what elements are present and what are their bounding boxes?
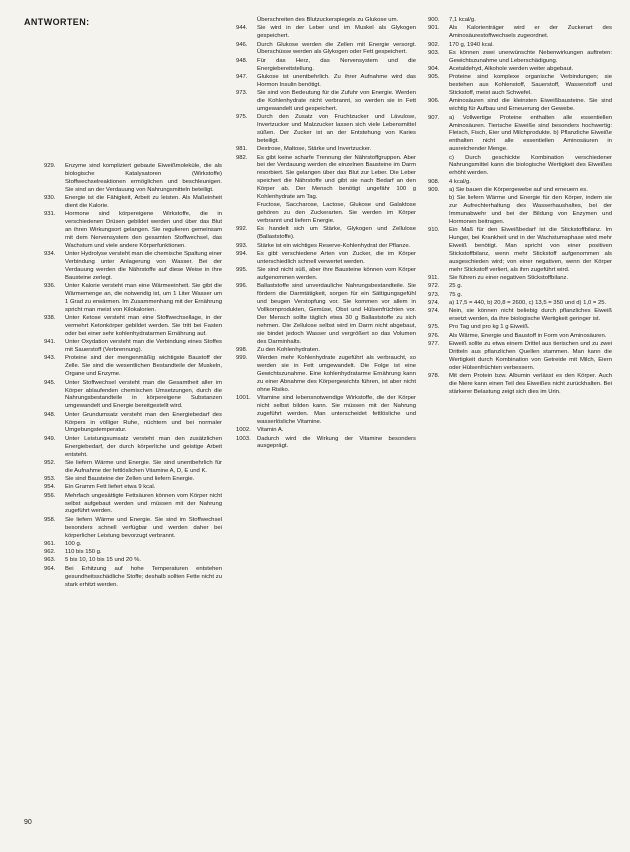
answer-entry (236, 202, 416, 226)
answer-entry (236, 243, 416, 251)
answer-text: Unter Stoffwechsel versteht man die Gesamtheit aller im Körper ablaufenden chemischen Umsetzungen, durch die Nahrungsbestandteile in körpereigene Substanzen umgewandelt und Energie bereitgestellt wird. (65, 379, 222, 410)
answer-text: c) Durch geschickte Kombination verschiedener Nahrungsmittel kann die biologische Wertigkeit des Eiweißes erhöht werden. (449, 154, 612, 177)
answer-entry (44, 339, 222, 355)
answer-text: Mit dem Protein bzw. Albumin verlässt es den Körper. Auch die Niere kann einen Teil des Eiweißes nicht zurückhalten. Bei stärkerer Belastung zeigt sich dies im Urin. (449, 373, 612, 395)
page-number: 90 (24, 819, 32, 826)
answer-number: 994. (236, 250, 248, 257)
answer-entry (428, 195, 612, 227)
answer-number: 1002. (236, 427, 251, 434)
answer-number: 945. (44, 379, 56, 386)
answer-number: 974. (428, 308, 440, 315)
answer-entry (236, 267, 416, 283)
answer-text: b) Sie liefern Wärme und Energie für den Körper, indem sie zur Aufrechterhaltung des Wasserhaushaltes, bei der Immunabwehr und bei der Bildung von Enzymen und Hormonen beitragen. (449, 195, 612, 225)
answer-number: 903. (428, 49, 440, 56)
answer-entry (44, 315, 222, 339)
answer-entry (44, 541, 222, 549)
answer-number: 963. (44, 557, 56, 564)
answer-text: Für das Herz, das Nervensystem und die Energiebereitstellung. (257, 57, 416, 72)
answer-text: Dadurch wird die Wirkung der Vitamine besonders ausgeprägt. (257, 435, 416, 450)
answer-text: Es gibt keine scharfe Trennung der Nährstoffgruppen. Aber bei der Verdauung werden die einzelnen Bausteine im Darm resorbiert. Sie gelangen über das Blut zur Leber. Die Leber speichert die Nährstoffe und gibt sie nach Bedarf an den Körper ab. Der Mensch benötigt ungefähr 100 g Kohlenhydrate am Tag. (257, 154, 416, 201)
answer-entry (236, 251, 416, 267)
answer-number: 999. (236, 355, 248, 362)
answer-text: 5 bis 10, 10 bis 15 und 20 %. (65, 557, 141, 564)
answer-number: 977. (428, 341, 440, 348)
answer-entry (236, 283, 416, 346)
answers-column-2 (236, 17, 416, 452)
answer-entry (428, 324, 612, 332)
answer-entry (44, 549, 222, 557)
answer-text: 100 g. (65, 540, 82, 547)
answer-text: Überschreiten des Blutzuckerspiegels zu Glukose um. (257, 17, 399, 23)
answer-entry (428, 283, 612, 291)
answer-entry (236, 17, 416, 25)
answer-number: 938. (44, 315, 56, 322)
answer-entry (428, 50, 612, 66)
answer-text: Sie liefern Wärme und Energie. Sie sind unentbehrlich für die Aufnahme der fettlöslichen Vitamine A, D, E und K. (65, 459, 222, 474)
answer-entry (428, 333, 612, 341)
answer-number: 931. (44, 211, 56, 218)
answer-text: Es handelt sich um Stärke, Glykogen und Zellulose (Ballaststoffe). (257, 226, 416, 241)
answer-number: 946. (236, 41, 248, 48)
answer-number: 911. (428, 275, 440, 282)
answer-number: 908. (428, 178, 440, 185)
answer-number: 906. (428, 98, 440, 105)
answer-text: Unter Leistungsumsatz versteht man den zusätzlichen Energiebedarf, der durch körperliche und geistige Arbeit entsteht. (65, 435, 222, 458)
answer-entry (428, 227, 612, 274)
answer-number: 992. (236, 226, 248, 233)
answer-number: 993. (236, 242, 248, 249)
answer-number: 901. (428, 25, 440, 32)
answer-text: Dextrose, Maltose, Stärke und Invertzucker. (257, 146, 372, 153)
answer-text: Aminosäuren sind die kleinsten Eiweißbausteine. Sie sind wichtig für Aufbau und Erneuerung der Gewebe. (449, 98, 612, 113)
answer-text: Zu den Kohlenhydraten. (257, 347, 320, 354)
answer-entry (428, 98, 612, 114)
answer-entry (236, 226, 416, 242)
answer-number: 944. (236, 25, 248, 32)
answer-text: Sie liefern Wärme und Energie. Sie sind im Stoffwechsel besonders schnell verfügbar und werden daher bei körperlicher Leistung bevorzugt verbrannt. (65, 516, 222, 539)
answer-entry (428, 17, 612, 25)
answer-text: Unter Kalorie versteht man eine Wärmeeinheit. Sie gibt die Wärmemenge an, die notwendig ist, um 1 Liter Wasser um 1 Grad zu erwärmen. Im Zusammenhang mit der Ernährung spricht man meist von Kilokalorien. (65, 283, 222, 313)
answer-text: Es gibt verschiedene Arten von Zucker, die im Körper unterschiedlich schnell verwertet werden. (257, 250, 416, 265)
answer-number: 948. (44, 411, 56, 418)
answer-text: a) Sie bauen die Körpergewebe auf und erneuern es. (449, 186, 588, 193)
answer-number: 973. (428, 291, 440, 298)
answers-column-1 (44, 163, 222, 590)
answer-number: 996. (236, 283, 248, 290)
answer-number: 905. (428, 74, 440, 81)
answer-text: Durch Glukose werden die Zellen mit Energie versorgt. Überschüsse werden als Glykogen oder Fett gespeichert. (257, 41, 416, 56)
answer-entry (428, 74, 612, 98)
answer-text: 25 g. (449, 283, 463, 290)
answer-text: Stärke ist ein wichtiges Reserve-Kohlenhydrat der Pflanze. (257, 242, 411, 249)
answer-entry (428, 308, 612, 324)
answer-text: Ein Maß für den Eiweißbedarf ist die Stickstoffbilanz. Im Hunger, bei Krankheit und in der Wachstumsphase wird mehr Eiweiß benötigt. Man spricht von einer positiven Stickstoffbilanz, wenn mehr Stickstoff aufgenommen als ausgeschieden wird; von einer negativen, wenn der Körper mehr Stickstoff verliert, als ihm zugeführt wird. (449, 227, 612, 273)
answer-number: 956. (44, 492, 56, 499)
answer-entry (428, 292, 612, 300)
answer-text: Es können zwei unerwünschte Nebenwirkungen auftreten: Gewichtszunahme und Leberschädigung. (449, 49, 612, 64)
answer-number: 1003. (236, 435, 251, 442)
answer-text: 75 g. (449, 291, 463, 298)
answer-text: Nein, sie können nicht beliebig durch pflanzliches Eiweiß ersetzt werden, da ihre biologische Wertigkeit geringer ist. (449, 308, 612, 323)
answer-text: Pro Tag und pro kg 1 g Eiweiß. (449, 324, 530, 331)
answer-text: Bei Erhitzung auf hohe Temperaturen entstehen gesundheitsschädliche Stoffe; deshalb sollten Fette nicht zu stark erhitzt werden. (65, 565, 222, 588)
answer-text: Hormone sind körpereigene Wirkstoffe, die in verschiedenen Drüsen gebildet werden und über das Blut an ihren Wirkungsort gelangen. Sie regulieren gemeinsam mit dem Nervensystem den gesamten Stoffwechsel, das Wachstum und viele andere Körperfunktionen. (65, 211, 222, 249)
answer-number: 962. (44, 549, 56, 556)
answer-number: 909. (428, 186, 440, 193)
answer-entry (236, 155, 416, 202)
answer-text: Proteine sind der mengenmäßig wichtigste Baustoff der Zelle. Sie sind die wesentlichen Bestandteile der Muskeln, Organe und Enzyme. (65, 355, 222, 378)
answer-text: 110 bis 150 g. (65, 549, 102, 556)
answer-text: a) Vollwertige Proteine enthalten alle essentiellen Aminosäuren. Tierische Eiweiße sind besonders hochwertig: Fleisch, Fisch, Eier und Milchprodukte. b) Pflanzliche Eiweiße enthalten nicht alle essentiellen Aminosäuren in ausreichender Menge. (449, 114, 612, 153)
answer-number: 910. (428, 227, 440, 234)
answer-number: 952. (44, 459, 56, 466)
answer-entry (44, 251, 222, 283)
answer-entry (236, 427, 416, 435)
answer-number: 964. (44, 565, 56, 572)
answer-text: Unter Grundumsatz versteht man den Energiebedarf des Körpers in völliger Ruhe, nüchtern und bei normaler Umgebungstemperatur. (65, 411, 222, 434)
answer-entry (44, 484, 222, 492)
answer-number: 961. (44, 540, 56, 547)
answer-text: Proteine sind komplexe organische Verbindungen; sie bestehen aus Kohlenstoff, Sauerstoff, Wasserstoff und Stickstoff, meist auch Schwefel. (449, 74, 612, 97)
answer-entry (44, 557, 222, 565)
answer-text: 4 kcal/g. (449, 178, 471, 185)
answer-entry (236, 74, 416, 90)
answer-number: 974. (428, 299, 440, 306)
answer-text: Eiweiß sollte zu etwa einem Drittel aus tierischen und zu zwei Dritteln aus pflanzlichen Quellen stammen. Man kann die Wertigkeit durch Kombination von Getreide mit Milch, Eiern oder Hülsenfrüchten verbessern. (449, 341, 612, 371)
answer-number: 900. (428, 17, 440, 23)
answer-number: 995. (236, 267, 248, 274)
answer-number: 973. (236, 90, 248, 97)
answers-column-3 (428, 17, 612, 397)
answer-text: Acetaldehyd, Alkohole werden weiter abgebaut. (449, 66, 574, 72)
answer-entry (236, 58, 416, 74)
answer-number: 981. (236, 146, 248, 153)
answer-number: 998. (236, 347, 248, 354)
answer-entry (428, 155, 612, 179)
answer-text: Unter Ketose versteht man eine Stoffwechsellage, in der vermehrt Ketonkörper gebildet werden. Sie tritt bei Fasten oder bei einer sehr kohlenhydratarmen Ernährung auf. (65, 315, 222, 337)
answer-number: 948. (236, 57, 248, 64)
answer-number: 907. (428, 114, 440, 121)
answer-entry (236, 90, 416, 114)
answer-number: 972. (428, 283, 440, 290)
page-title: ANTWORTEN: (24, 17, 90, 27)
answer-number: 930. (44, 195, 56, 202)
answer-text: Vitamine sind lebensnotwendige Wirkstoffe, die der Körper nicht selbst bilden kann. Sie müssen mit der Nahrung zugeführt werden. Man unterscheidet fettlösliche und wasserlösliche Vitamine. (257, 395, 416, 425)
answer-entry (44, 211, 222, 251)
answer-entry (44, 380, 222, 412)
answer-text: Als Kalorienträger wird er der Zuckerart des Aminosäurestoffwechsels zugeordnet. (449, 25, 612, 40)
answer-number: 975. (428, 324, 440, 331)
answer-number: 978. (428, 373, 440, 380)
answer-number: 982. (236, 154, 248, 161)
answer-number: 954. (44, 484, 56, 491)
answer-text: Sie führen zu einer negativen Stickstoffbilanz. (449, 275, 569, 282)
answer-entry (236, 347, 416, 355)
answer-entry (236, 355, 416, 395)
answer-entry (44, 436, 222, 460)
answer-number: 941. (44, 339, 56, 346)
answer-text: Ein Gramm Fett liefert etwa 9 kcal. (65, 484, 156, 491)
answer-entry (236, 25, 416, 41)
answer-text: Ballaststoffe sind unverdauliche Nahrungsbestandteile. Sie fördern die Darmtätigkeit, sorgen für ein Sättigungsgefühl und beugen Verstopfung vor. Sie kommen vor allem in Vollkornprodukten, Gemüse, Obst und Hülsenfrüchten vor. Der Mensch sollte täglich etwa 30 g Ballaststoffe zu sich nehmen. Die Zellulose selbst wird im Darm nicht abgebaut, sie bindet jedoch Wasser und vergrößert so das Volumen des Darminhalts. (257, 283, 416, 345)
answer-text: 7,1 kcal/g. (449, 17, 476, 23)
answer-entry (428, 373, 612, 397)
answer-entry (428, 341, 612, 373)
answer-entry (428, 179, 612, 187)
answer-entry (236, 42, 416, 58)
answer-entry (44, 476, 222, 484)
answer-number: 953. (44, 476, 56, 483)
answer-number: 929. (44, 163, 56, 169)
answer-text: Vitamin A. (257, 427, 284, 434)
answer-entry (428, 187, 612, 195)
answer-entry (44, 412, 222, 436)
answer-entry (44, 493, 222, 517)
answer-number: 902. (428, 41, 440, 48)
answer-number: 947. (236, 73, 248, 80)
answer-text: a) 17,5 = 440, b) 20,8 = 2600, c) 13,5 = 350 und d) 1,0 = 25. (449, 299, 607, 306)
answer-text: Enzyme sind kompliziert gebaute Eiweißmoleküle, die als biologische Katalysatoren (Wirkstoffe) Stoffwechselreaktionen ermöglichen und beschleunigen. Sie sind an der Verdauung von Nahrungsmitteln beteiligt. (65, 163, 222, 193)
answer-entry (236, 114, 416, 146)
answer-text: 170 g, 1940 kcal. (449, 41, 494, 48)
answer-text: Als Wärme, Energie und Baustoff in Form von Aminosäuren. (449, 332, 607, 339)
answer-number: 904. (428, 66, 440, 72)
answer-text: Sie sind Bausteine der Zellen und liefern Energie. (65, 476, 195, 483)
answer-entry (44, 355, 222, 379)
answer-text: Werden mehr Kohlenhydrate zugeführt als verbraucht, so werden sie in Fett umgewandelt. Die Folge ist eine Gewichtszunahme. Eine kohlenhydratarme Ernährung kann zu einer Abnahme des Körpergewichts führen, ist aber nicht ohne Risiko. (257, 355, 416, 393)
answer-entry (44, 163, 222, 195)
answer-number: 958. (44, 516, 56, 523)
answer-entry (44, 460, 222, 476)
answer-entry (44, 517, 222, 541)
answer-entry (428, 115, 612, 155)
answer-text: Sie sind nicht süß, aber ihre Bausteine können vom Körper aufgenommen werden. (257, 267, 416, 282)
answer-entry (44, 195, 222, 211)
answer-entry (236, 436, 416, 452)
answer-number: 934. (44, 251, 56, 258)
answer-number: 936. (44, 283, 56, 290)
answer-text: Sie wird in der Leber und im Muskel als Glykogen gespeichert. (257, 25, 416, 40)
answer-text: Unter Oxydation versteht man die Verbindung eines Stoffes mit Sauerstoff (Verbrennung). (65, 339, 222, 354)
answer-number: 975. (236, 114, 248, 121)
answer-entry (428, 275, 612, 283)
answer-text: Durch den Zusatz von Fruchtzucker und Lävulose, Invertzucker und Malzzucker lassen sich viele Lebensmittel süßen. Der Zucker ist an der Entstehung von Karies beteiligt. (257, 114, 416, 144)
answer-entry (428, 25, 612, 41)
answer-text: Mehrfach ungesättigte Fettsäuren können vom Körper nicht selbst aufgebaut werden und müssen mit der Nahrung zugeführt werden. (65, 492, 222, 515)
answer-text: Sie sind von Bedeutung für die Zufuhr von Energie. Werden die Kohlenhydrate nicht verbrannt, so werden sie in Fett umgewandelt und gespeichert. (257, 90, 416, 112)
answer-number: 943. (44, 355, 56, 362)
answer-text: Energie ist die Fähigkeit, Arbeit zu leisten. Als Maßeinheit dient die Kalorie. (65, 195, 222, 209)
answer-entry (428, 66, 612, 74)
answer-entry (44, 283, 222, 315)
answer-entry (44, 566, 222, 590)
answer-entry (428, 42, 612, 50)
answer-number: 949. (44, 435, 56, 442)
answer-entry (428, 300, 612, 308)
answer-text: Fructose, Saccharose, Lactose, Glukose und Galaktose gehören zu den Zuckerarten. Sie werden im Körper verbrannt und liefern Energie. (257, 202, 416, 225)
answer-number: 1001. (236, 395, 251, 402)
answer-entry (236, 395, 416, 427)
answer-number: 976. (428, 332, 440, 339)
answer-entry (236, 146, 416, 154)
answer-text: Unter Hydrolyse versteht man die chemische Spaltung einer Verbindung unter Anlagerung von Wasser. Bei der Verdauung werden die Nährstoffe auf diese Weise in ihre Bausteine zerlegt. (65, 251, 222, 281)
answer-text: Glukose ist unentbehrlich. Zu ihrer Aufnahme wird das Hormon Insulin benötigt. (257, 73, 416, 88)
